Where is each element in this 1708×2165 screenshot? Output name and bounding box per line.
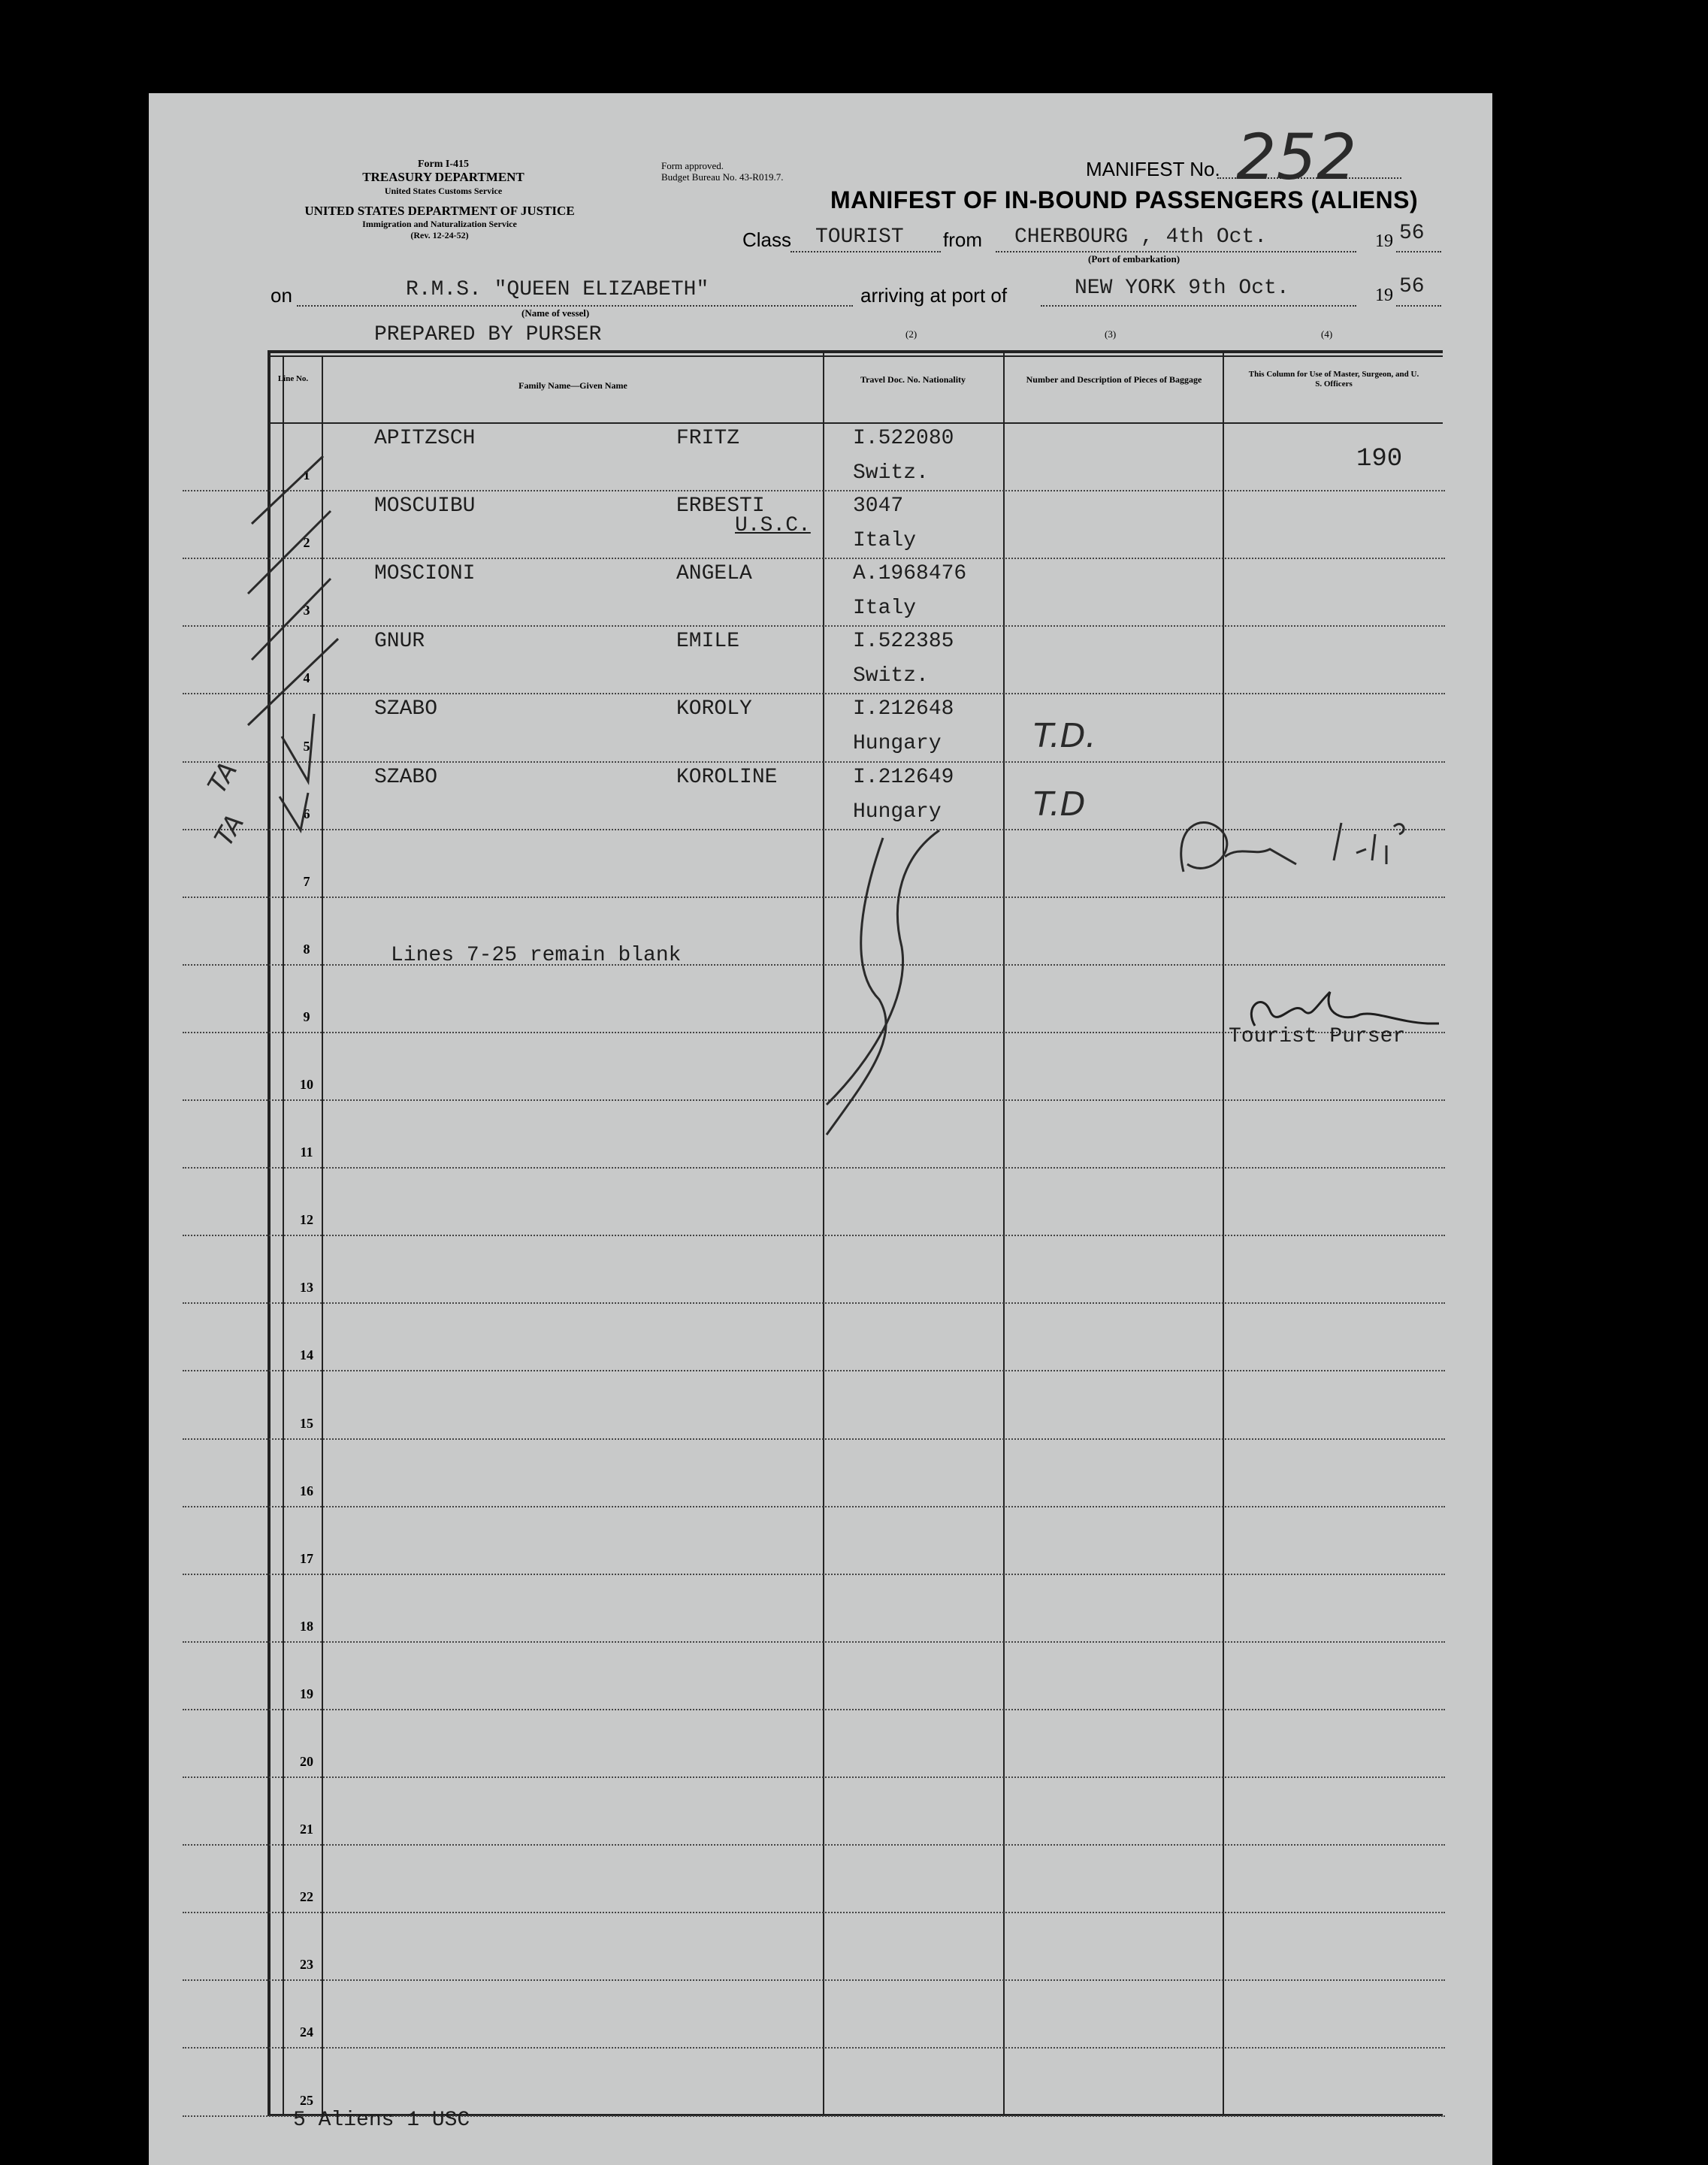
footer-totals: 5 Aliens 1 USC	[293, 2109, 470, 2132]
line-number: 1	[303, 467, 310, 482]
form-number: Form I-415	[417, 159, 470, 170]
baggage-note: T.D.	[1033, 717, 1096, 756]
line-number: 13	[300, 1280, 313, 1295]
year-prefix-2: 19	[1375, 286, 1393, 305]
line-number: 20	[300, 1754, 313, 1769]
given-name: EMILE	[676, 630, 740, 654]
nationality: Italy	[853, 529, 917, 553]
header-name: Family Name—Given Name	[518, 380, 627, 391]
line-number: 16	[300, 1483, 313, 1498]
on-label: on	[271, 284, 292, 307]
revision: (Rev. 12-24-52)	[410, 230, 469, 240]
year-1: 56	[1399, 222, 1425, 245]
line-number: 21	[300, 1822, 313, 1837]
manifest-number: 252	[1236, 120, 1357, 194]
line-number: 8	[303, 942, 310, 957]
prepared-by: PREPARED BY PURSER	[374, 323, 602, 346]
travel-doc-number: A.1968476	[853, 562, 967, 586]
line-number: 18	[300, 1619, 313, 1634]
col-num-4: (4)	[1321, 328, 1333, 340]
check-mark-6	[280, 793, 308, 830]
line-number: 14	[300, 1347, 313, 1362]
year-prefix-1: 19	[1375, 231, 1393, 251]
vessel-caption: (Name of vessel)	[521, 307, 590, 319]
line-number: 3	[303, 603, 310, 618]
embarkation-port: CHERBOURG , 4th Oct.	[1014, 225, 1268, 249]
form-approved: Form approved.	[661, 160, 724, 171]
header-travel-doc: Travel Doc. No. Nationality	[860, 374, 966, 385]
line-number: 2	[303, 535, 310, 550]
line-number: 19	[300, 1686, 313, 1701]
ditto-stroke-b	[827, 830, 939, 1105]
year-2: 56	[1399, 275, 1425, 298]
from-label: from	[943, 228, 982, 251]
line-number: 17	[300, 1551, 313, 1566]
given-name: FRITZ	[676, 427, 740, 450]
line-number: 22	[300, 1889, 313, 1904]
travel-doc-number: 3047	[853, 494, 904, 519]
nationality: Italy	[853, 597, 917, 621]
margin-mark-ta-2: TA	[208, 809, 251, 851]
col-num-2: (2)	[905, 328, 917, 340]
vessel-name: R.M.S. "QUEEN ELIZABETH"	[406, 278, 709, 301]
line-number: 15	[300, 1416, 313, 1431]
line-number: 9	[303, 1009, 310, 1024]
col-num-3: (3)	[1105, 328, 1117, 340]
department: TREASURY DEPARTMENT	[362, 170, 524, 184]
travel-doc-number: I.522385	[853, 630, 954, 654]
family-name: MOSCUIBU	[374, 494, 476, 519]
line-number: 23	[300, 1957, 313, 1972]
check-mark-3	[252, 579, 331, 660]
officer-initials	[1181, 822, 1404, 872]
check-mark-4	[248, 639, 338, 725]
line-number: 25	[300, 2093, 313, 2108]
class-value: TOURIST	[815, 225, 904, 249]
line-number: 12	[300, 1212, 313, 1227]
header-baggage: Number and Description of Pieces of Baggage	[1026, 374, 1202, 385]
check-mark-5	[282, 714, 314, 782]
ditto-stroke-a	[827, 838, 886, 1135]
travel-doc-number: I.212648	[853, 697, 954, 721]
nationality: Hungary	[853, 800, 942, 824]
line-number: 11	[300, 1144, 313, 1160]
line-number: 10	[300, 1077, 313, 1092]
check-mark-1	[252, 456, 323, 524]
line-number: 7	[303, 874, 310, 889]
line-number: 6	[303, 806, 310, 821]
family-name: SZABO	[374, 765, 438, 789]
blank-lines-note: Lines 7-25 remain blank	[391, 944, 682, 967]
arrival-port: NEW YORK 9th Oct.	[1075, 277, 1289, 300]
purser-title: Tourist Purser	[1229, 1025, 1406, 1048]
page-title: MANIFEST OF IN-BOUND PASSENGERS (ALIENS)	[830, 186, 1419, 213]
purser-signature	[1251, 992, 1439, 1026]
line-number: 4	[303, 670, 310, 685]
baggage-note: T.D	[1033, 785, 1086, 824]
budget-bureau: Budget Bureau No. 43-R019.7.	[661, 171, 784, 183]
given-name: KOROLY	[676, 697, 752, 721]
margin-mark-ta-1: TA	[201, 757, 244, 799]
officer-number: 190	[1356, 445, 1403, 473]
family-name: SZABO	[374, 697, 438, 721]
line-number: 5	[303, 739, 310, 754]
travel-doc-number: I.212649	[853, 765, 954, 789]
check-mark-2	[248, 511, 331, 594]
family-name: APITZSCH	[374, 427, 476, 450]
ins: Immigration and Naturalization Service	[362, 219, 517, 229]
header-officers: This Column for Use of Master, Surgeon, and U. S. Officers	[1248, 370, 1419, 389]
family-name: MOSCIONI	[374, 562, 476, 586]
customs-service: United States Customs Service	[384, 186, 503, 196]
nationality: Switz.	[853, 461, 929, 485]
arriving-label: arriving at port of	[860, 284, 1008, 307]
manifest-no-label: MANIFEST No.	[1086, 158, 1220, 180]
given-name: ERBESTI	[676, 494, 765, 519]
justice-dept: UNITED STATES DEPARTMENT OF JUSTICE	[304, 204, 575, 218]
given-name: ANGELA	[676, 562, 752, 586]
given-name: KOROLINE	[676, 765, 778, 789]
citizenship-note: U.S.C.	[735, 514, 811, 538]
header-line-no: Line No.	[277, 374, 309, 383]
line-number: 24	[300, 2024, 313, 2040]
class-label: Class	[742, 228, 792, 251]
travel-doc-number: I.522080	[853, 427, 954, 450]
port-caption: (Port of embarkation)	[1088, 253, 1180, 265]
family-name: GNUR	[374, 630, 425, 654]
nationality: Hungary	[853, 732, 942, 756]
nationality: Switz.	[853, 664, 929, 688]
